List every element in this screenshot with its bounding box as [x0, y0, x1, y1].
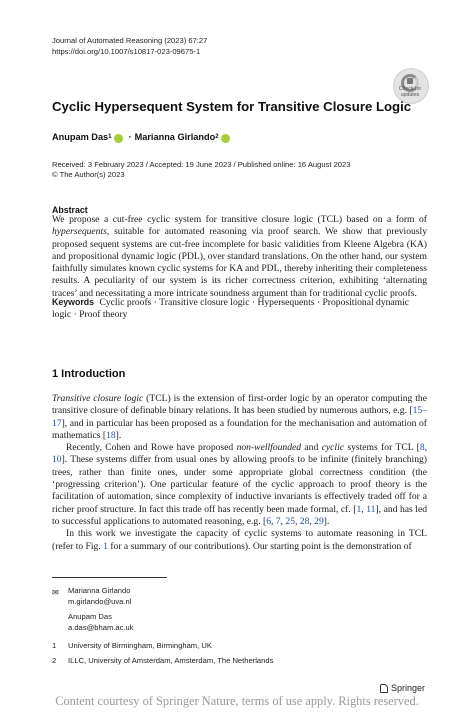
- text: ,: [280, 515, 286, 527]
- envelope-icon: ✉: [52, 588, 59, 597]
- text: ]. These systems differ from usual ones by allowing proofs to be infinite (finitely branching) trees, rather than finite ones, under some appropriate global correctness condition (the ‘progressing criterion’). One particular feature of the cyclic approach to proof theory is the facilitation of automation, since complexity of inductive invariants is effectively traded off for a richer proof structure. In fact this trade off has recently been made formal, cf. [: [52, 454, 427, 515]
- text: ,: [294, 515, 300, 527]
- citation-link[interactable]: 25: [285, 515, 295, 527]
- corr-name: Marianna Girlando: [68, 586, 131, 595]
- paragraph: [52, 528, 427, 553]
- citation-link[interactable]: 11: [366, 503, 376, 515]
- citation-link[interactable]: 18: [106, 429, 116, 441]
- citation-link[interactable]: 6: [266, 515, 271, 527]
- figure-link[interactable]: 1: [103, 540, 108, 552]
- author-list: [52, 132, 233, 142]
- keywords: [52, 296, 427, 322]
- courtesy-watermark: Content courtesy of Springer Nature, terms of use apply. Rights reserved.: [55, 694, 419, 708]
- text: In this work we investigate the capacity of cyclic systems to automate reasoning in TCL (refer to Fig.: [52, 528, 427, 552]
- text: ,: [361, 503, 367, 515]
- author-affiliation-mark: 1: [108, 134, 112, 140]
- keywords-list: Cyclic proofs · Transitive closure logic · Hypersequents · Propositional dynamic logic · Proof theory: [52, 297, 410, 321]
- paragraph: [52, 442, 427, 528]
- author-separator: ·: [128, 132, 132, 142]
- text: for a summary of our contributions). Our starting point is the demonstration of: [107, 540, 412, 552]
- orcid-icon[interactable]: [114, 134, 123, 143]
- publisher-name: Springer: [391, 683, 426, 693]
- text: systems for TCL [: [344, 442, 420, 454]
- author-name: Anupam Das: [52, 132, 109, 142]
- doi-link[interactable]: https://doi.org/10.1007/s10817-023-09675-1: [52, 46, 201, 56]
- springer-horse-icon: [380, 684, 388, 693]
- abstract-part: , suitable for automated reasoning via proof search. We show that previously proposed sequent systems are cut-free incomplete for basic validities from Kleene Algebra (KA) and propositional dynamic logic (PDL), over standard translations. On the other hand, our system faithfully simulates known cyclic systems for KA and PDL, thereby inheriting their completeness results. A peculiarity of our system is its richer correctness criterion, exhibiting ‘alternating traces’ and necessitating a more intricate soundness argument than for traditional cyclic proofs.: [52, 226, 427, 299]
- citation-link[interactable]: 7: [275, 515, 281, 527]
- orcid-icon[interactable]: [221, 134, 230, 143]
- abstract-heading: Abstract: [52, 205, 88, 215]
- term: Transitive closure logic: [52, 393, 144, 404]
- abstract-text: [52, 214, 427, 300]
- section-body: [52, 393, 427, 553]
- affiliation-number: 1: [52, 641, 57, 650]
- text: ], and in particular has been proposed as a foundation for the mechanisation and automation of mathematics [: [52, 417, 427, 441]
- term: cyclic: [321, 442, 345, 454]
- section-heading: 1 Introduction: [52, 368, 126, 380]
- check-for-updates-label: [392, 86, 428, 98]
- abstract-part: We propose a cut-free cyclic system for transitive closure logic (TCL) based on a form of: [52, 214, 427, 225]
- abstract-emphasis: hypersequents: [52, 226, 107, 238]
- publisher-logo: [380, 683, 425, 693]
- affiliation: University of Birmingham, Birmingham, UK: [68, 641, 212, 650]
- affiliation: ILLC, University of Amsterdam, Amsterdam, The Netherlands: [68, 656, 274, 665]
- citation-link[interactable]: 1: [356, 503, 362, 515]
- badge-label-line-1: Check for: [398, 86, 422, 92]
- footnote-divider: [52, 577, 167, 578]
- term: non-wellfounded: [236, 442, 302, 454]
- corresponding-author: [68, 586, 134, 633]
- citation-link[interactable]: 28: [299, 515, 310, 527]
- citation-link[interactable]: 8: [419, 442, 425, 454]
- text: ,: [271, 515, 276, 527]
- paragraph: [52, 393, 427, 442]
- author-affiliation-mark: 2: [215, 134, 219, 140]
- author-name: Marianna Girlando: [134, 132, 216, 142]
- publication-dates: [52, 160, 350, 181]
- badge-label-line-2: updates: [400, 92, 420, 98]
- text: ].: [323, 515, 330, 527]
- coauthor-name: Anupam Das: [68, 612, 112, 622]
- journal-header: [52, 36, 207, 57]
- keywords-heading: Keywords: [52, 297, 95, 307]
- affiliation-number: 2: [52, 656, 57, 665]
- citation-link[interactable]: 29: [314, 515, 324, 527]
- copyright-line: © The Author(s) 2023: [52, 170, 125, 180]
- text: (TCL) is the extension of first-order logic by an operator computing the transitive closure of definable binary relations. It has been studied by numerous authors, e.g. [: [52, 393, 427, 417]
- text: ,: [309, 515, 315, 527]
- text: and: [301, 442, 322, 454]
- corr-email[interactable]: m.girlando@uva.nl: [68, 596, 132, 606]
- citation-link[interactable]: 10: [52, 454, 62, 466]
- text: ].: [115, 429, 122, 441]
- text: Recently, Cohen and Rowe have proposed: [66, 442, 237, 454]
- text: ,: [424, 442, 428, 454]
- text: ], and has led to successful applications to automated reasoning, e.g. [: [52, 503, 428, 527]
- paper-title: Cyclic Hypersequent System for Transitive Closure Logic: [52, 99, 412, 114]
- citation-link[interactable]: 15–17: [52, 405, 427, 429]
- coauthor-email[interactable]: a.das@bham.ac.uk: [68, 622, 134, 632]
- history-dates: Received: 3 February 2023 / Accepted: 19 June 2023 / Published online: 16 August 2023: [52, 160, 351, 169]
- journal-citation: Journal of Automated Reasoning (2023) 67:27: [52, 36, 208, 45]
